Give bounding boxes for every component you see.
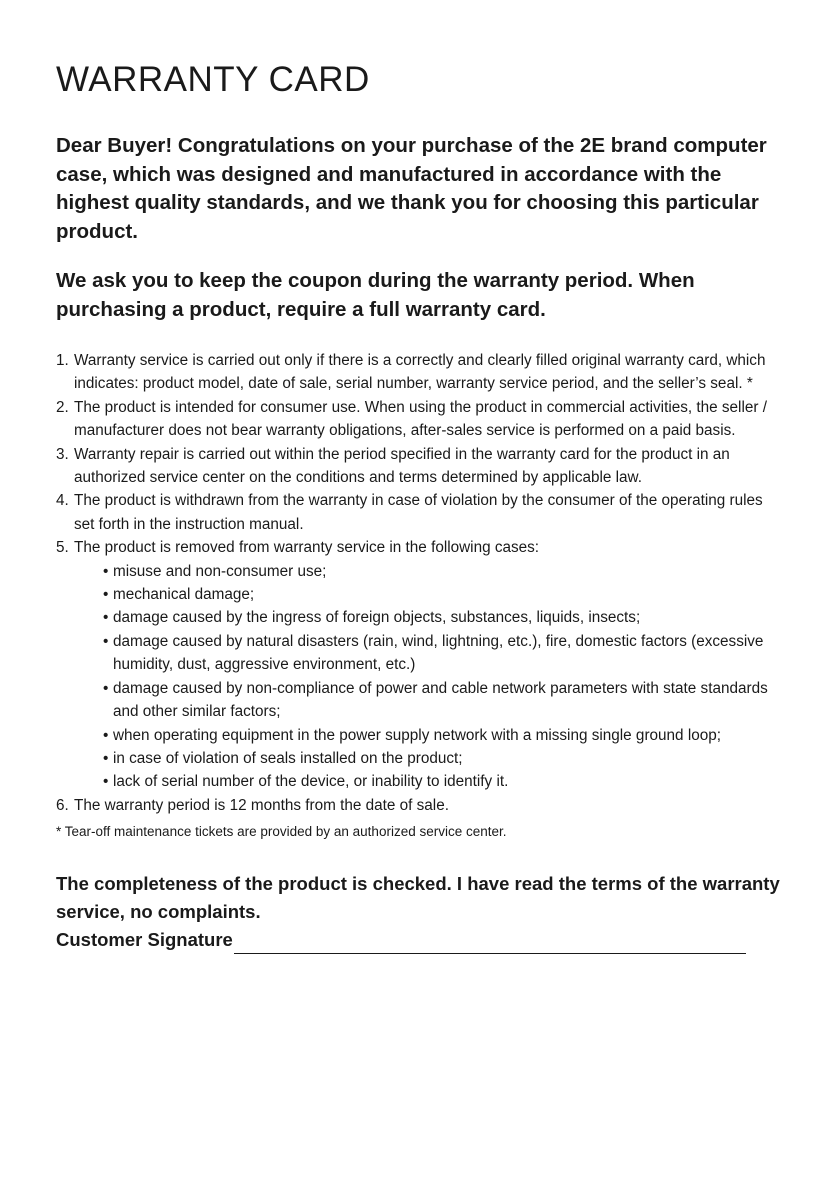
term-text: The product is withdrawn from the warranty in case of violation by the consumer of the operating rules set forth in the instruction manual. bbox=[74, 492, 763, 533]
term-item bbox=[56, 794, 784, 817]
term-text: The product is removed from warranty service in the following cases: bbox=[74, 539, 540, 557]
term-number: 2. bbox=[56, 398, 69, 416]
signature-label: Customer Signature bbox=[56, 929, 233, 951]
exclusion-case: • lack of serial number of the device, or inability to identify it. bbox=[103, 770, 784, 793]
page-title: WARRANTY CARD bbox=[56, 60, 370, 99]
closing-section bbox=[56, 870, 784, 954]
intro-paragraph: Dear Buyer! Congratulations on your purchase of the 2E brand computer case, which was designed and manufactured in accordance with the highest quality standards, and we thank you for choosing this particular product. bbox=[56, 134, 767, 243]
warranty-terms-list bbox=[56, 349, 784, 560]
warranty-terms-list-continued bbox=[56, 794, 784, 817]
term-number: 3. bbox=[56, 445, 69, 463]
term-text: Warranty service is carried out only if there is a correctly and clearly filled original warranty card, which indicates: product model, date of sale, serial number, warranty service period, and the seller’s seal. * bbox=[74, 352, 766, 393]
term-item bbox=[56, 349, 784, 396]
term-text: The product is intended for consumer use. When using the product in commercial activities, the seller / manufacturer does not bear warranty obligations, after-sales service is performed on a paid basis. bbox=[74, 398, 767, 440]
exclusion-case: • damage caused by the ingress of foreign objects, substances, liquids, insects; bbox=[103, 606, 784, 629]
exclusion-cases-list bbox=[56, 560, 784, 794]
term-number: 5. bbox=[56, 539, 69, 557]
term-number: 6. bbox=[56, 796, 69, 814]
term-item bbox=[56, 443, 784, 490]
term-text: The warranty period is 12 months from the date of sale. bbox=[74, 796, 449, 814]
term-number: 4. bbox=[56, 492, 69, 510]
keep-coupon-notice: We ask you to keep the coupon during the warranty period. When purchasing a product, require a full warranty card. bbox=[56, 269, 695, 321]
signature-row bbox=[56, 926, 784, 954]
signature-line[interactable] bbox=[234, 933, 746, 954]
exclusion-case: • in case of violation of seals installed on the product; bbox=[103, 747, 784, 770]
warranty-card-page bbox=[56, 58, 784, 954]
term-item bbox=[56, 536, 784, 559]
completeness-statement: The completeness of the product is checked. I have read the terms of the warranty service, no complaints. bbox=[56, 873, 780, 923]
footnote: * Tear-off maintenance tickets are provided by an authorized service center. bbox=[56, 824, 507, 840]
exclusion-case: • misuse and non-consumer use; bbox=[103, 560, 784, 583]
exclusion-case: • damage caused by non-compliance of power and cable network parameters with state standards and other similar factors; bbox=[103, 677, 784, 724]
term-text: Warranty repair is carried out within the period specified in the warranty card for the product in an authorized service center on the conditions and terms determined by applicable law. bbox=[74, 445, 730, 487]
term-item bbox=[56, 489, 784, 536]
exclusion-case: • when operating equipment in the power supply network with a missing single ground loop; bbox=[103, 724, 784, 747]
term-number: 1. bbox=[56, 352, 69, 369]
exclusion-case: • mechanical damage; bbox=[103, 583, 784, 606]
exclusion-case: • damage caused by natural disasters (rain, wind, lightning, etc.), fire, domestic factors (excessive humidity, dust, aggressive environment, etc.) bbox=[103, 630, 784, 677]
term-item bbox=[56, 396, 784, 443]
